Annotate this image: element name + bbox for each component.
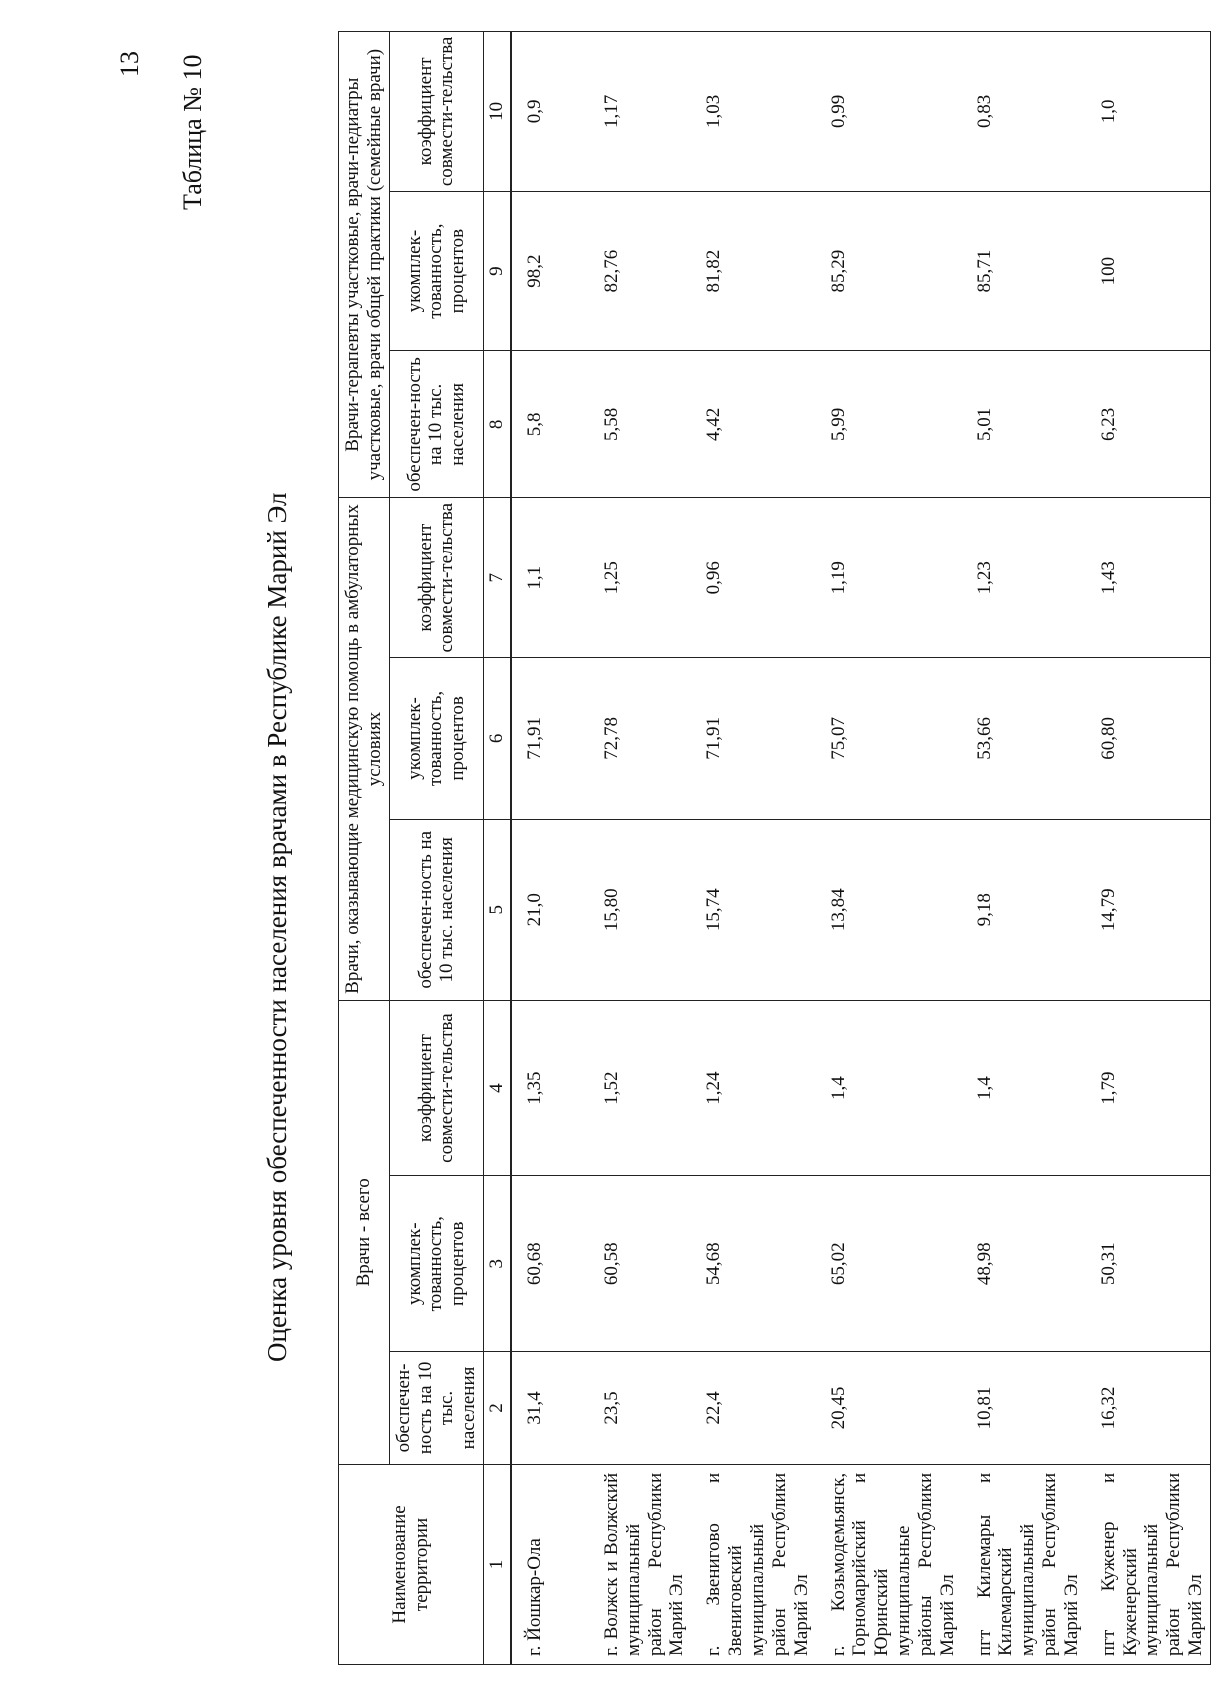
value-cell: 4,42 xyxy=(691,351,815,498)
value-cell: 1,4 xyxy=(816,1000,962,1176)
value-cell: 71,91 xyxy=(511,658,589,820)
table-row xyxy=(816,32,962,1665)
header-coefficient: коэффициент совмести-тельства xyxy=(389,498,483,658)
column-number: 2 xyxy=(484,1352,511,1465)
value-cell: 98,2 xyxy=(511,191,589,351)
document-title: Оценка уровня обеспеченности населения врачами в Республике Марий Эл xyxy=(262,492,292,1362)
header-territory: Наименование территории xyxy=(339,1464,484,1664)
value-cell: 1,19 xyxy=(816,498,962,658)
value-cell: 85,71 xyxy=(962,191,1086,351)
value-cell: 54,68 xyxy=(691,1176,815,1352)
value-cell: 1,23 xyxy=(962,498,1086,658)
value-cell: 1,35 xyxy=(511,1000,589,1176)
value-cell: 23,5 xyxy=(589,1352,691,1465)
value-cell: 21,0 xyxy=(511,819,589,1000)
value-cell: 0,9 xyxy=(511,32,589,192)
value-cell: 1,25 xyxy=(589,498,691,658)
column-number: 7 xyxy=(484,498,511,658)
table-row xyxy=(691,32,815,1665)
doctors-provision-table xyxy=(338,31,1211,1665)
value-cell: 72,78 xyxy=(589,658,691,820)
value-cell: 81,82 xyxy=(691,191,815,351)
column-number: 10 xyxy=(484,32,511,192)
value-cell: 48,98 xyxy=(962,1176,1086,1352)
value-cell: 5,58 xyxy=(589,351,691,498)
territory-name: г. Звенигово и Звениговский муниципальный район Республики Марий Эл xyxy=(691,1464,815,1664)
header-staffing: укомплек-тованность, процентов xyxy=(389,658,483,820)
value-cell: 85,29 xyxy=(816,191,962,351)
header-coefficient: коэффициент совмести-тельства xyxy=(389,1000,483,1176)
value-cell: 15,74 xyxy=(691,819,815,1000)
column-number: 6 xyxy=(484,658,511,820)
column-number: 8 xyxy=(484,351,511,498)
territory-name: пгт Килемары и Килемарский муниципальный район Республики Марий Эл xyxy=(962,1464,1086,1664)
value-cell: 60,58 xyxy=(589,1176,691,1352)
value-cell: 1,52 xyxy=(589,1000,691,1176)
territory-name: г. Волжск и Волжский муниципальный район Республики Марий Эл xyxy=(589,1464,691,1664)
table-row xyxy=(589,32,691,1665)
value-cell: 82,76 xyxy=(589,191,691,351)
header-group-outpatient-doctors: Врачи, оказывающие медицинскую помощь в амбулаторных условиях xyxy=(339,498,390,1000)
territory-name: г. Йошкар-Ола xyxy=(511,1464,589,1664)
value-cell: 9,18 xyxy=(962,819,1086,1000)
value-cell: 16,32 xyxy=(1086,1352,1211,1465)
value-cell: 5,8 xyxy=(511,351,589,498)
value-cell: 0,96 xyxy=(691,498,815,658)
value-cell: 0,83 xyxy=(962,32,1086,192)
value-cell: 1,4 xyxy=(962,1000,1086,1176)
value-cell: 1,24 xyxy=(691,1000,815,1176)
value-cell: 71,91 xyxy=(691,658,815,820)
page-number: 13 xyxy=(115,51,144,77)
value-cell: 50,31 xyxy=(1086,1176,1211,1352)
value-cell: 100 xyxy=(1086,191,1211,351)
column-number: 4 xyxy=(484,1000,511,1176)
column-number: 1 xyxy=(484,1464,511,1664)
value-cell: 60,68 xyxy=(511,1176,589,1352)
header-group-all-doctors: Врачи - всего xyxy=(339,1000,390,1464)
value-cell: 65,02 xyxy=(816,1176,962,1352)
value-cell: 20,45 xyxy=(816,1352,962,1465)
header-staffing: укомплек-тованность, процентов xyxy=(389,191,483,351)
table-row xyxy=(511,32,589,1665)
value-cell: 75,07 xyxy=(816,658,962,820)
header-provision: обеспечен-ность на 10 тыс. населения xyxy=(389,1352,483,1465)
value-cell: 15,80 xyxy=(589,819,691,1000)
value-cell: 1,17 xyxy=(589,32,691,192)
value-cell: 0,99 xyxy=(816,32,962,192)
value-cell: 1,43 xyxy=(1086,498,1211,658)
value-cell: 6,23 xyxy=(1086,351,1211,498)
header-coefficient: коэффициент совмести-тельства xyxy=(389,32,483,192)
value-cell: 53,66 xyxy=(962,658,1086,820)
value-cell: 14,79 xyxy=(1086,819,1211,1000)
column-number: 3 xyxy=(484,1176,511,1352)
table-row xyxy=(1086,32,1211,1665)
value-cell: 1,1 xyxy=(511,498,589,658)
value-cell: 1,79 xyxy=(1086,1000,1211,1176)
value-cell: 5,01 xyxy=(962,351,1086,498)
value-cell: 5,99 xyxy=(816,351,962,498)
table-row xyxy=(962,32,1086,1665)
header-provision: обеспечен-ность на 10 тыс. населения xyxy=(389,351,483,498)
column-number: 9 xyxy=(484,191,511,351)
header-provision: обеспечен-ность на 10 тыс. населения xyxy=(389,819,483,1000)
header-group-district-doctors: Врачи-терапевты участковые, врачи-педиатры участковые, врачи общей практики (семейные врачи) xyxy=(339,32,390,498)
territory-name: г. Козьмодемьянск, Горномарийский и Юринский муниципальные районы Республики Марий Эл xyxy=(816,1464,962,1664)
value-cell: 1,03 xyxy=(691,32,815,192)
value-cell: 60,80 xyxy=(1086,658,1211,820)
value-cell: 10,81 xyxy=(962,1352,1086,1465)
territory-name: пгт Куженер и Куженерский муниципальный район Республики Марий Эл xyxy=(1086,1464,1211,1664)
value-cell: 1,0 xyxy=(1086,32,1211,192)
column-number: 5 xyxy=(484,819,511,1000)
value-cell: 22,4 xyxy=(691,1352,815,1465)
value-cell: 31,4 xyxy=(511,1352,589,1465)
header-staffing: укомплек-тованность, процентов xyxy=(389,1176,483,1352)
table-label: Таблица № 10 xyxy=(178,54,207,210)
value-cell: 13,84 xyxy=(816,819,962,1000)
